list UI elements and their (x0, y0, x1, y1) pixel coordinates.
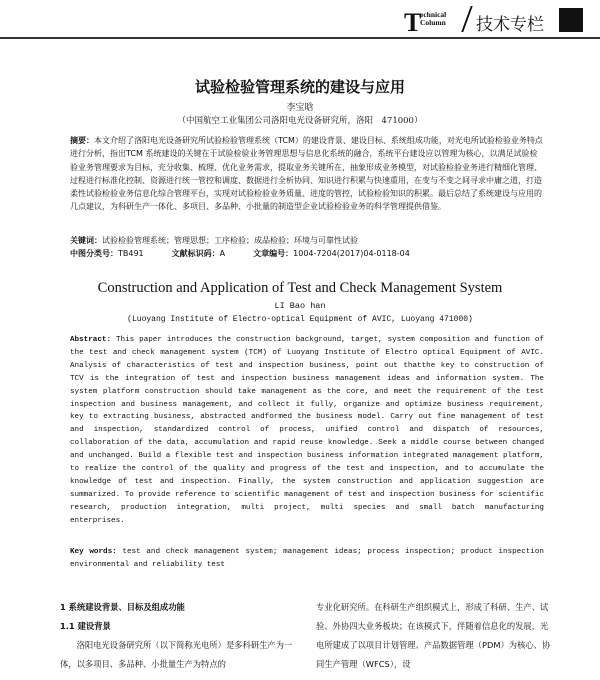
header-slash-divider (461, 6, 472, 32)
keywords-cn-label: 关键词： (70, 236, 102, 245)
header-black-block (559, 8, 583, 32)
header-rule (0, 37, 600, 39)
keywords-cn-text: 试验检验管理系统；管理思想；工序检验；成品检验；环境与可靠性试验 (102, 236, 358, 245)
abstract-en-text: This paper introduces the construction background, target, system composition and function of the test and check management system (TCM) of Luoyang Institute of Electro optical Equipment of AVIC. Analysis of characteristics of test and inspection business, point out thatthe key to construction of TCV is the integration of test and inspection business management ideas and information system. The system platform construction should take management as the core, and meet the requirement of the test inspection and business management, and collect it fully, organize and optimize business requirement, key to extracting business, abstracted andformed the business model. Carry out fine management of test and inspection, standardized control of process, unified control and dispatch of resources, collaboration of the data, accumulation and rapid reuse knowledge. Seek a middle course between changed and unchanged. Build a flexible test and inspection business information integrated management platform, to realize the control of the quality and progress of the test and inspection, and to accumulate the knowledge of test and inspection. Finally, the system construction and application suggestion are summarized. To provide reference to scientific management of test and inspection business for scientific research, production integration, multi project, multi species and small batch manufacturing enterprises. (70, 336, 544, 525)
body-paragraph-right: 专业化研究所。在科研生产组织模式上，形成了科研、生产、试验、外协四大业务板块；在该模式下，伴随着信息化的发展，光电所建成了以项目计划管理、产品数据管理（PDM）为核心、协同生产管理（WFCS），设 (316, 602, 551, 669)
clc-number (70, 247, 144, 260)
document-code-label: 文献标识码： (171, 249, 220, 258)
document-code (172, 247, 225, 260)
column-logo-line-2: Column (420, 18, 446, 27)
author-en: LI Bao han (274, 301, 326, 311)
keywords-en-text: test and check management system; management ideas; process inspection; product inspection environmental and reliability test (70, 548, 544, 569)
abstract-cn-label: 摘要： (70, 136, 94, 145)
section-heading-1-1: 1.1 建设背景 (60, 621, 111, 631)
clc-label: 中图分类号： (70, 249, 118, 258)
abstract-en (70, 334, 544, 528)
document-code-value: A (219, 249, 226, 258)
abstract-cn (70, 134, 544, 214)
keywords-cn (70, 234, 544, 247)
body-column-left (60, 598, 300, 674)
column-logo-line-1: echnical (420, 10, 447, 19)
paper-title-cn: 试验检验管理系统的建设与应用 (194, 78, 405, 96)
paper-title-en: Construction and Application of Test and Check Management System (97, 280, 503, 296)
abstract-cn-text: 本文介绍了洛阳电光设备研究所试验检验管理系统（TCM）的建设背景、建设目标、系统组成功能，对光电所试验检验业务特点进行分析，指出TCM 系统建设的关键在于试验检验业务管理思想与信息化系统的融合，系统平台建设应以管理为核心，以满足试验检验业务管理要求为目标，充分收集、梳理、优化业务需求，提取业务关键所在，抽象形成业务模型，对试验检验业务进行精细化管理、过程进行标准化控制、资源进行统一管控和调度、数据进行全析协同、知识进行积累与快速重用，在变与不变之间寻求中庸之道，打造柔性试验检验业务信息化综合管理平台，实现对试验检验业务质量、进度的管控，试验检验知识的积累。最后总结了系统建设与应用的几点建议，为科研生产一体化、多项目、多品种、小批量的制造型企业试验检验业务的科学管理提供借鉴。 (70, 136, 543, 212)
article-meta (70, 247, 544, 260)
column-logo-text (420, 11, 446, 27)
clc-value: TB491 (118, 249, 144, 258)
column-logo-letter: T (404, 8, 422, 37)
body-column-right (316, 598, 556, 674)
article-number (253, 247, 410, 260)
keywords-en-label: Key words: (70, 548, 117, 556)
body-paragraph-left: 洛阳电光设备研究所（以下简称光电所）是多科研生产为一体，以多项目、多品种、小批量生产为特点的 (60, 640, 293, 669)
affiliation-cn: （中国航空工业集团公司洛阳电光设备研究所，洛阳 471000） (177, 116, 423, 126)
author-cn: 李宝晗 (286, 103, 314, 113)
article-number-value: 1004-7204(2017)04-0118-04 (293, 249, 410, 258)
article-number-label: 文章编号： (253, 249, 294, 258)
affiliation-en: (Luoyang Institute of Electro-optical Equipment of AVIC, Luoyang 471000) (127, 315, 473, 324)
abstract-en-label: Abstract: (70, 336, 112, 344)
column-name: 技术专栏 (476, 15, 544, 35)
section-heading-1: 1 系统建设背景、目标及组成功能 (60, 602, 185, 612)
keywords-en (70, 546, 544, 572)
